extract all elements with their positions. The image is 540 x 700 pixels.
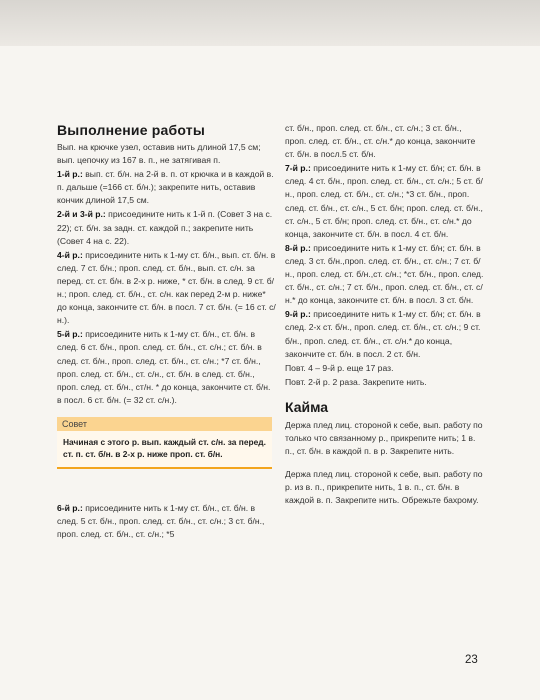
section-heading-work: Выполнение работы	[57, 122, 206, 138]
repeat-instruction: Повт. 4 – 9-й р. еще 17 раз.	[285, 362, 394, 373]
row-9-instruction	[285, 308, 485, 360]
row-text: вып. ст. б/н. на 2-й в. п. от крючка и в каждой в. п. дальше (=166 ст. б/н.); закрепите нить, оставив кончик длиной 17,5 см.	[57, 169, 274, 206]
row-label: 9-й р.:	[285, 309, 311, 320]
row-1-instruction	[57, 168, 277, 207]
row-7-instruction	[285, 162, 485, 241]
page-top-shadow	[0, 0, 540, 46]
row-text: присоедините нить к 1-му ст. б/н., ст. б/н. в след. 6 ст. б/н., проп. след. ст. б/н., ст. с/н.; ст. б/н. в след. ст. б/н., проп. след. ст. б/н., ст. с/н.; *7 ст. б/н., проп. след. ст. б/н., ст. с/н., ст. б/н. в след. ст. б/н., проп. след. ст. б/н., ст/н. * до конца, закончите ст. б/н. в посл. 6 ст. б/н. (= 32 ст. с/н.).	[57, 329, 271, 405]
section-heading-edge: Кайма	[285, 398, 329, 415]
edge-paragraph-2: Держа плед лиц. стороной к себе, вып. работу по р. из в. п., прикрепите нить, 1 в. п., ст. б/н. в каждой в. п. Закрепите нить. Обрежьте бахрому.	[285, 469, 483, 506]
repeat-instruction-2: Повт. 2-й р. 2 раза. Закрепите нить.	[285, 376, 427, 387]
row-text: присоедините нить к 1-му ст. б/н., ст. б/н. в след. 5 ст. б/н., проп. след. ст. б/н., ст. с/н.; 3 ст. б/н., проп. след. ст. б/н., ст. с/н.; *5	[57, 502, 265, 540]
tip-box	[57, 417, 272, 469]
row-text: присоедините нить к 1-му ст. б/н; ст. б/н. в след. 3 ст. б/н.,проп. след. ст. б/н., ст. с/н.; 7 ст. б/н., проп. след. ст. б/н.,ст. с/н.; *ст. б/н., проп. след. ст. б/н., ст. с/н.; 7 ст. б/н., проп. след. ст. б/н., ст. с/н.* до конца, закончите ст. б/н. в посл. 3 ст. б/н.	[285, 242, 484, 306]
tip-text: Начиная с этого р. вып. каждый ст. с/н. за перед. ст. п. ст. б/н. в 2-х р. ниже проп. ст. б/н.	[57, 431, 272, 467]
right-column	[285, 122, 485, 508]
left-column	[57, 122, 277, 542]
row-2-3-instruction	[57, 208, 277, 247]
row-5-instruction	[57, 328, 277, 407]
row-6-instruction	[57, 502, 277, 541]
tip-title: Совет	[57, 417, 272, 431]
row-label: 8-й р.:	[285, 242, 311, 253]
row-text: присоедините нить к 1-му ст. б/н; ст. б/н. в след. 4 ст. б/н., проп. след. ст. б/н., ст. с/н.; 5 ст. б/н., проп. след. ст. б/н., ст. с/н.; *3 ст. б/н., проп. след. ст. б/н., ст. с/н., 5 ст. б/н; проп. след. ст. б/н., ст. с/н., 5 ст. б/н; проп. след. ст. б/н., ст. с/н.* до конца, закончите ст. б/н. в посл. 4 ст. б/н.	[285, 163, 483, 239]
row-label: 1-й р.:	[57, 169, 83, 180]
row-8-instruction	[285, 242, 485, 307]
row-4-instruction	[57, 249, 277, 328]
row-label: 7-й р.:	[285, 163, 311, 174]
row-text: присоедините нить к 1-му ст. б/н; ст. б/н. в след. 2-х ст. б/н., проп. след. ст. б/н., ст. с/н.; 9 ст. б/н., проп. след. ст. б/н., ст. с/н.* до конца, закончите ст. б/н. в посл. 2 ст. б/н.	[285, 309, 481, 359]
page-number: 23	[465, 654, 478, 666]
row-6-continuation: ст. б/н., проп. след. ст. б/н., ст. с/н.; 3 ст. б/н., проп. след. ст. б/н., ст. с/н.* до конца, закончите ст. б/н. в посл.5 ст. б/н.	[285, 123, 476, 160]
row-label: 6-й р.:	[57, 502, 83, 513]
row-label: 2-й и 3-й р.:	[57, 209, 106, 220]
edge-paragraph-1: Держа плед лиц. стороной к себе, вып. работу по только что связанному р., прикрепите нить; 1 в. п., ст. б/н. в каждой п. в р. Закрепите нить.	[285, 419, 483, 457]
row-label: 4-й р.:	[57, 249, 83, 260]
row-text: присоедините нить к 1-му ст. б/н., вып. ст. б/н. в след. 7 ст. б/н.; проп. след. ст. б/н., вып. ст. с/н. за перед. ст. ст. б/н. в 2-х р. ниже, * ст. б/н. в след. 9 ст. б/н.; проп. след. ст. б/н., ст. с/н. как перед 2-м р. ниже* до конца, закончите ст. б/н. в посл. 7 ст. б/н. (= 16 ст. с/н.).	[57, 249, 276, 326]
row-text: присоедините нить к 1-й п. (Совет 3 на с. 22); ст. б/н. за задн. ст. каждой п.; закрепите нить (Совет 4 на с. 22).	[57, 209, 273, 246]
intro-paragraph: Вып. на крючке узел, оставив нить длиной 17,5 см; вып. цепочку из 167 в. п., не затягивая п.	[57, 142, 261, 166]
row-label: 5-й р.:	[57, 329, 83, 340]
